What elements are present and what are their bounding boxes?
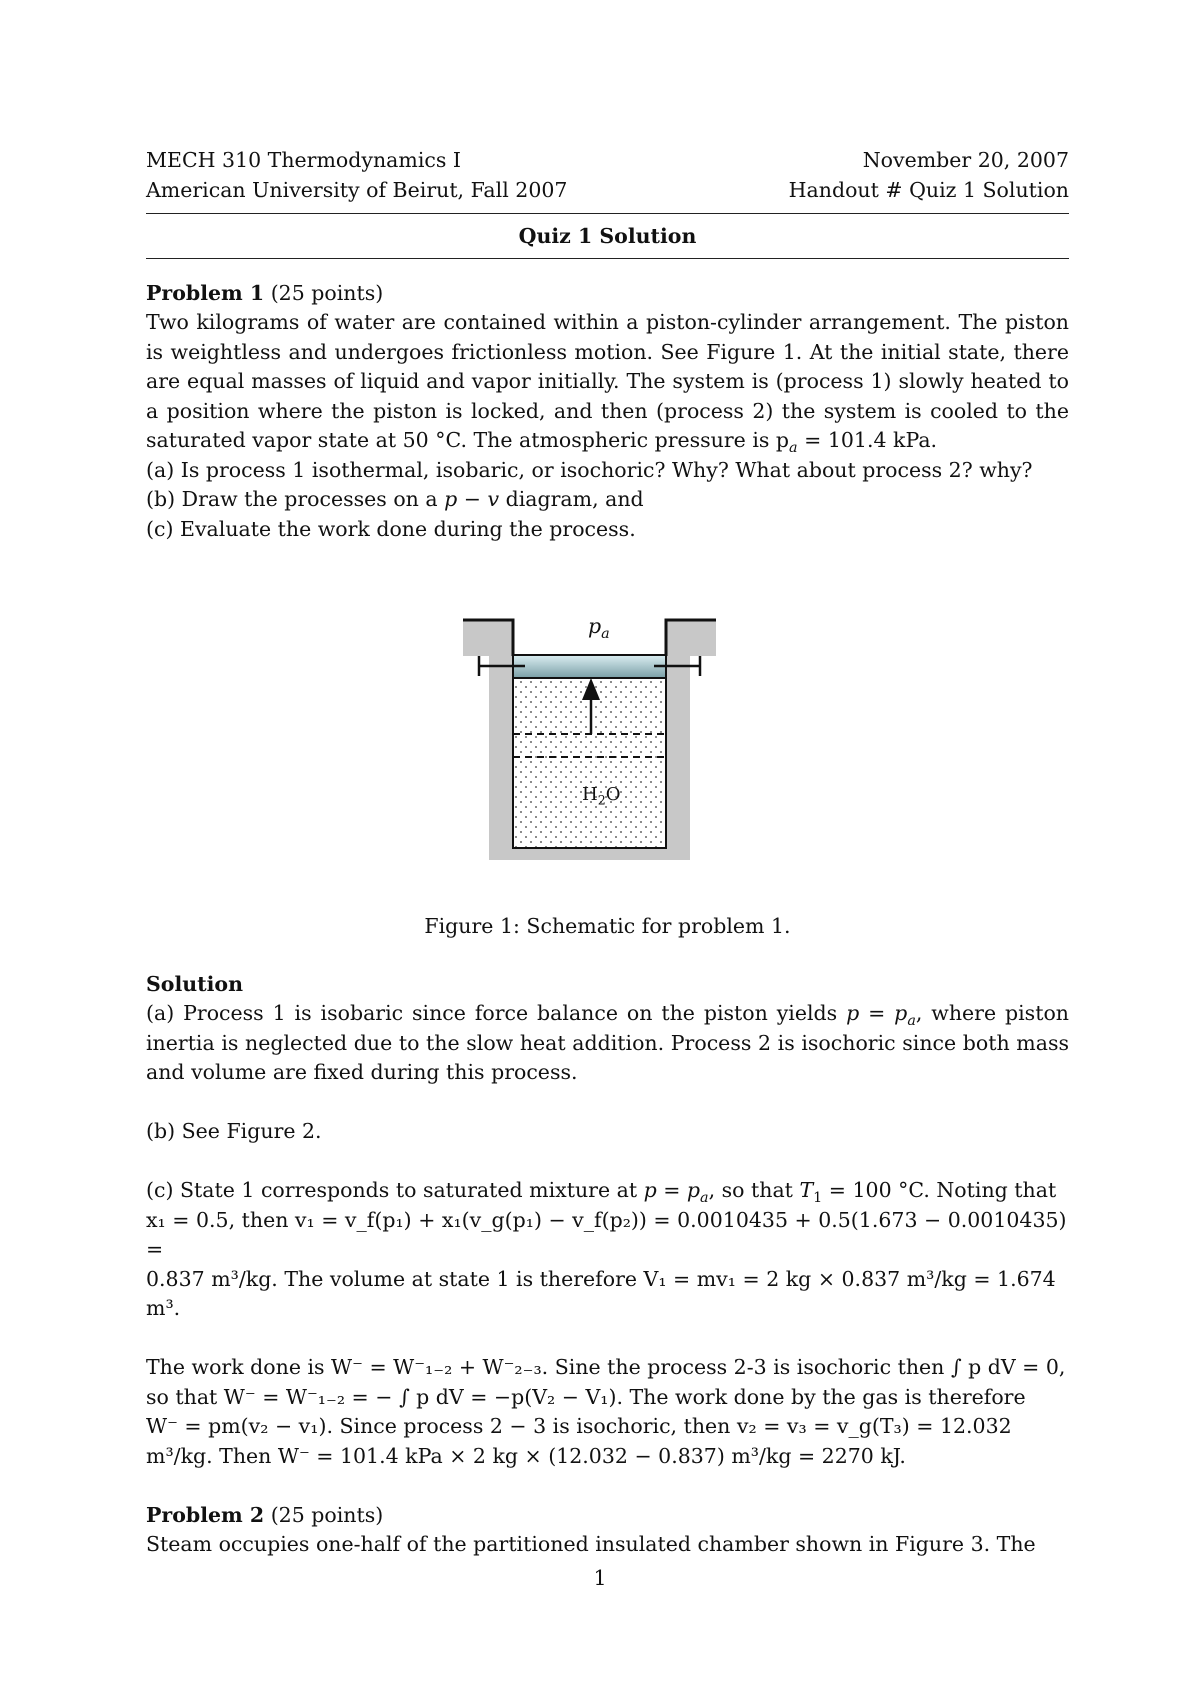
problem-2-heading: Problem 2 [146, 1502, 265, 1527]
solution-part-b: (b) See Figure 2. [146, 1119, 322, 1143]
label-h2o: $H_2O$ [582, 784, 621, 808]
page-number: 1 [593, 1566, 607, 1590]
solution-work-line-2: so that W⁻ = W⁻₁₋₂ = − ∫ p dV = −p(V₂ − V₁). The work done by the gas is therefore [146, 1384, 1026, 1409]
solution-work-line-3: W⁻ = pm(v₂ − v₁). Since process 2 − 3 is isochoric, then v₂ = v₃ = v_g(T₃) = 12.032 [146, 1414, 1012, 1438]
solution-c-line-2: x₁ = 0.5, then v₁ = v_f(p₁) + x₁(v_g(p₁) − v_f(p₂)) = 0.0010435 + 0.5(1.673 − 0.0010435) = [146, 1207, 1067, 1261]
header-row-2 [146, 176, 1069, 206]
piston [513, 655, 666, 678]
figure-1 [146, 614, 1069, 900]
solution-part-c: (c) State 1 corresponds to saturated mixture at $p = p_a$, so that $T_1 = 100$ °C. Noting that x₁ = 0.5, then v₁ = v_f(p₁) + x₁(v_g(p₁) − v_f(p₂)) = 0.0010435 + 0.5(1.673 − 0.0010435) = 0.837 m³/kg. The volume at state 1 is therefore V₁ = mv₁ = 2 kg × 0.837 m³/kg = 1.674 m³. [146, 1176, 1069, 1324]
solution-c-line-4: m³. [146, 1296, 181, 1320]
problem-1-part-c: (c) Evaluate the work done during the process. [146, 516, 636, 541]
problem-2-points: (25 points) [270, 1502, 384, 1527]
course-title: MECH 310 Thermodynamics I [146, 148, 462, 172]
solution-c-line-3: 0.837 m³/kg. The volume at state 1 is therefore V₁ = mv₁ = 2 kg × 0.837 m³/kg = 1.674 [146, 1266, 1056, 1291]
university: American University of Beirut, Fall 2007 [146, 177, 568, 202]
piston-cylinder-schematic [463, 614, 723, 860]
solution-work-line-4: m³/kg. Then W⁻ = 101.4 kPa × 2 kg × (12.032 − 0.837) m³/kg = 2270 kJ. [146, 1443, 906, 1468]
page-title: Quiz 1 Solution [518, 224, 697, 248]
date: November 20, 2007 [862, 148, 1069, 172]
document-page [146, 146, 1069, 1560]
problem-1 [146, 279, 1069, 545]
solution-work [146, 1353, 1069, 1471]
problem-1-points: (25 points) [270, 280, 384, 305]
figure-1-caption: Figure 1: Schematic for problem 1. [424, 914, 791, 938]
solution-heading: Solution [146, 971, 244, 996]
problem-1-part-b: (b) Draw the processes on a p − v diagram, and [146, 487, 644, 511]
problem-1-heading: Problem 1 [146, 280, 265, 305]
solution-work-line-1: The work done is W⁻ = W⁻₁₋₂ + W⁻₂₋₃. Sine the process 2-3 is isochoric then ∫ p dV = 0, [146, 1355, 1066, 1379]
handout-label: Handout # Quiz 1 Solution [788, 177, 1069, 202]
solution-part-a: (a) Process 1 is isobaric since force balance on the piston yields $p = p_a$, where piston inertia is neglected due to the slow heat addition. Process 2 is isochoric since both mass and volume are fixed during this process. [146, 1001, 1069, 1084]
problem-2-statement: Steam occupies one-half of the partitioned insulated chamber shown in Figure 3. The [146, 1532, 1036, 1556]
problem-1-part-a: (a) Is process 1 isothermal, isobaric, or isochoric? Why? What about process 2? why? [146, 457, 1033, 482]
problem-1-statement: Two kilograms of water are contained within a piston-cylinder arrangement. The piston is weightless and undergoes frictionless motion. See Figure 1. At the initial state, there are equal masses of liquid and vapor initially. The system is (process 1) slowly heated to a position where the piston is locked, and then (process 2) the system is cooled to the saturated vapor state at 50 °C. The atmospheric pressure is $p_a = 101.4$ kPa. [146, 310, 1069, 457]
title-rule [146, 258, 1069, 259]
label-pa: $p_a$ [588, 614, 610, 643]
header-rule [146, 213, 1069, 214]
header-row-1 [146, 146, 1069, 176]
problem-2 [146, 1501, 1069, 1560]
